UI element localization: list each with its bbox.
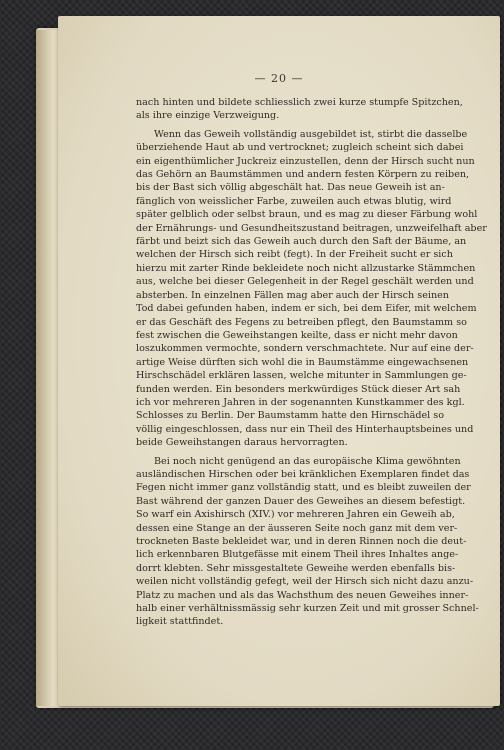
page-number: — 20 — <box>254 72 304 85</box>
text-line: trockneten Baste bekleidet war, und in deren Rinnen noch die deut- <box>136 536 467 547</box>
text-line: dorrt klebten. Sehr missgestaltete Geweihe werden ebenfalls bis- <box>136 562 456 574</box>
text-line: Tod dabei gefunden haben, indem er sich, bei dem Eifer, mit welchem <box>136 303 477 315</box>
text-line: hierzu mit zarter Rinde bekleidete noch nicht allzustarke Stämmchen <box>136 262 476 274</box>
text-line: halb einer verhältnissmässig sehr kurzen Zeit und mit grosser Schnel- <box>136 603 479 615</box>
page-text-body <box>136 96 487 634</box>
text-line: loszukommen vermochte, sondern verschmachtete. Nur auf eine der- <box>136 343 474 355</box>
text-line: Hirschschädel erklären lassen, welche mitunter in Sammlungen ge- <box>136 370 467 382</box>
text-line: er das Geschäft des Fegens zu betreiben pflegt, den Baumstamm so <box>136 316 467 328</box>
text-line: artige Weise dürften sich wohl die in Baumstämme eingewachsenen <box>136 356 469 368</box>
text-line: Platz zu machen und als das Wachsthum des neuen Geweihes inner- <box>136 589 469 601</box>
text-line: ich vor mehreren Jahren in der sogenannten Kunstkammer des kgl. <box>136 396 465 408</box>
text-line: Schlosses zu Berlin. Der Baumstamm hatte den Hirnschädel so <box>136 410 444 422</box>
text-line: völlig eingeschlossen, dass nur ein Theil des Hinterhauptsbeines und <box>136 423 474 435</box>
text-line: So warf ein Axishirsch (XIV.) vor mehreren Jahren ein Geweih ab, <box>136 509 455 521</box>
text-line: ein eigenthümlicher Juckreiz einzustellen, denn der Hirsch sucht nun <box>136 155 475 167</box>
paragraph <box>136 96 463 123</box>
text-line: fänglich von weisslicher Farbe, zuweilen auch etwas blutig, wird <box>136 195 452 207</box>
text-line: Bast während der ganzen Dauer des Geweihes an diesem befestigt. <box>136 495 466 507</box>
text-line: färbt und beizt sich das Geweih auch durch den Saft der Bäume, an <box>136 236 467 248</box>
text-line: Fegen nicht immer ganz vollständig statt, und es bleibt zuweilen der <box>136 482 471 494</box>
text-line: der Ernährungs- und Gesundheitszustand beitragen, unzweifelhaft aber <box>136 222 487 234</box>
text-line: lich erkennbaren Blutgefässe mit einem Theil ihres Inhaltes ange- <box>136 549 459 561</box>
text-line: aus, welche bei dieser Gelegenheit in der Regel geschält werden und <box>136 276 474 288</box>
text-line: fest zwischen die Geweihstangen keilte, dass er nicht mehr davon <box>136 329 458 341</box>
text-line: absterben. In einzelnen Fällen mag aber auch der Hirsch seinen <box>136 289 449 301</box>
text-line: funden werden. Ein besonders merkwürdiges Stück dieser Art sah <box>136 383 461 395</box>
text-line: ligkeit stattfindet. <box>136 616 224 628</box>
text-line: überziehende Haut ab und vertrocknet; zugleich scheint sich dabei <box>136 142 464 154</box>
text-line: nach hinten und bildete schliesslich zwei kurze stumpfe Spitzchen, <box>136 97 463 108</box>
text-line: dessen eine Stange an der äusseren Seite noch ganz mit dem ver- <box>136 522 458 534</box>
text-line: später gelblich oder selbst braun, und es mag zu dieser Färbung wohl <box>136 209 478 221</box>
text-line: als ihre einzige Verzweigung. <box>136 110 280 122</box>
text-line: das Gehörn an Baumstämmen und andern festen Körpern zu reiben, <box>136 169 470 181</box>
text-line: bis der Bast sich völlig abgeschält hat. Das neue Geweih ist an- <box>136 182 445 194</box>
text-line: ausländischen Hirschen oder bei kränklichen Exemplaren findet das <box>136 468 470 480</box>
text-line: welchen der Hirsch sich reibt (fegt). In der Freiheit sucht er sich <box>136 249 453 261</box>
paragraph <box>136 128 487 450</box>
text-line: beide Geweihstangen daraus hervorragten. <box>136 437 348 449</box>
text-line: Wenn das Geweih vollständig ausgebildet ist, stirbt die dasselbe <box>154 128 468 140</box>
text-line: Bei noch nicht genügend an das europäische Klima gewöhnten <box>154 455 461 467</box>
text-line: weilen nicht vollständig gefegt, weil der Hirsch sich nicht dazu anzu- <box>136 576 474 588</box>
paragraph <box>136 455 479 629</box>
book-page <box>58 16 500 706</box>
